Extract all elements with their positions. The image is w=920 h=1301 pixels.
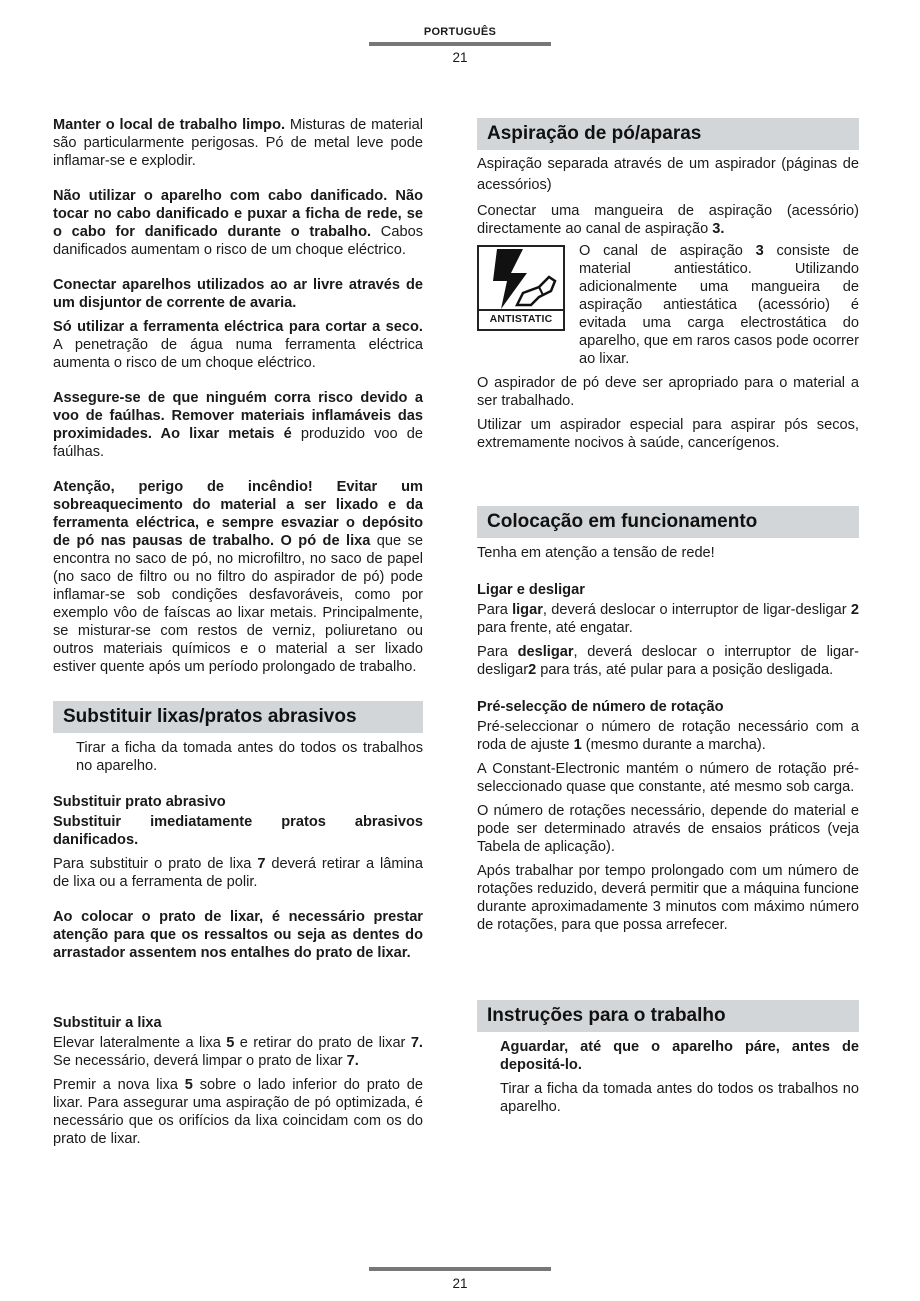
paragraph-connect-hose bbox=[477, 202, 859, 238]
subsection-title-replace-sheet: Substituir a lixa bbox=[53, 1015, 162, 1031]
subsection-title-on-off: Ligar e desligar bbox=[477, 582, 585, 598]
paragraph-separate-extraction: Aspiração separada através de um aspirador (páginas de acessórios) bbox=[477, 156, 859, 193]
paragraph-outdoor-breaker: Conectar aparelhos utilizados ao ar livre através de um disjuntor de corrente de avaria. bbox=[53, 277, 423, 311]
paragraph-fitting-warning: Ao colocar o prato de lixar, é necessário prestar atenção para que os ressaltos ou seja as dentes do arrastador assentem nos entalhes do prato de lixar. bbox=[53, 909, 423, 961]
body-text: Para bbox=[477, 644, 518, 660]
body-text: Conectar uma mangueira de aspiração (acessório) directamente ao canal de aspiração bbox=[477, 203, 859, 237]
section-title-replace-pads: Substituir lixas/pratos abrasivos bbox=[53, 701, 423, 733]
paragraph-clean-workplace bbox=[53, 116, 423, 170]
paragraph-unplug-note: Tirar a ficha da tomada antes do todos os trabalhos no aparelho. bbox=[76, 740, 423, 774]
body-text: produzido voo de faúlhas. bbox=[53, 426, 423, 460]
section-title-work-instructions: Instruções para o trabalho bbox=[477, 1000, 859, 1032]
body-text: , deverá deslocar o interruptor de ligar-desligar bbox=[477, 644, 859, 678]
paragraph-mains-voltage: Tenha em atenção a tensão de rede! bbox=[477, 545, 715, 561]
lightning-hand-icon bbox=[479, 247, 563, 311]
bold-lead: Manter o local de trabalho limpo. bbox=[53, 117, 286, 133]
body-text: , deverá deslocar o interruptor de ligar-desligar bbox=[542, 602, 851, 618]
header-page-number: 21 bbox=[452, 50, 468, 65]
paragraph-switch-on bbox=[477, 601, 859, 637]
paragraph-suitable-vacuum: O aspirador de pó deve ser apropriado para o material a ser trabalhado. bbox=[477, 375, 859, 409]
part-number: 2 bbox=[850, 602, 859, 618]
paragraph-cool-down: Após trabalhar por tempo prolongado com um número de rotações reduzido, deverá permitir que a máquina funcione durante aproximadamente 3 minutos com máximo número de rotações, para que possa arrefecer. bbox=[477, 863, 859, 933]
paragraph-lift-sheet bbox=[53, 1034, 423, 1070]
body-text: O canal de aspiração bbox=[579, 243, 756, 259]
body-text: deverá retirar a lâmina de lixa ou a ferramenta de polir. bbox=[53, 856, 423, 890]
bold-lead: Atenção, perigo de incêndio! Evitar um sobreaquecimento do material a ser lixado e da ferramenta eléctrica, e sempre esvaziar o depósito de pó nas pausas de trabalho. O pó de lixa bbox=[53, 479, 423, 549]
antistatic-label: ANTISTATIC bbox=[479, 309, 563, 329]
right-column bbox=[477, 116, 859, 1116]
bold-lead: Não utilizar o aparelho com cabo danificado. Não tocar no cabo danificado e puxar a ficha de rede, se o cabo for danificado durante o trabalho. bbox=[53, 188, 423, 240]
header-language: PORTUGUÊS bbox=[423, 26, 497, 38]
body-text: para trás, até pular para a posição desligada. bbox=[536, 662, 834, 678]
bold-lead: Assegure-se de que ninguém corra risco devido a voo de faúlhas. Remover materiais inflamáveis das proximidades. Ao lixar metais é bbox=[53, 390, 423, 442]
bold-lead: Só utilizar a ferramenta eléctrica para cortar a seco. bbox=[53, 319, 423, 335]
part-number: 2 bbox=[528, 662, 537, 678]
body-text: Se necessário, deverá limpar o prato de lixar bbox=[53, 1053, 347, 1069]
paragraph-required-speed: O número de rotações necessário, depende do material e pode ser determinado através de ensaios práticos (veja Tabela de aplicação). bbox=[477, 803, 859, 855]
part-number: 3. bbox=[712, 221, 725, 237]
body-text: Premir a nova lixa bbox=[53, 1077, 185, 1093]
part-number: 1 bbox=[573, 737, 582, 753]
part-number: 7 bbox=[257, 856, 266, 872]
part-number: 5 bbox=[226, 1035, 235, 1051]
paragraph-damaged-cable bbox=[53, 187, 423, 259]
body-text: e retirar do prato de lixar bbox=[234, 1035, 411, 1051]
part-number: 7. bbox=[410, 1035, 423, 1051]
part-number: 7. bbox=[346, 1053, 359, 1069]
paragraph-fire-hazard bbox=[53, 478, 423, 676]
body-text: Para substituir o prato de lixa bbox=[53, 856, 258, 872]
paragraph-antistatic-channel bbox=[579, 242, 859, 368]
keyword: ligar bbox=[512, 602, 543, 618]
part-number: 3 bbox=[755, 243, 764, 259]
subsection-title-speed-preselection: Pré-selecção de número de rotação bbox=[477, 699, 724, 715]
paragraph-dry-cutting bbox=[53, 318, 423, 372]
footer-rule bbox=[369, 1267, 551, 1271]
body-text: para frente, até engatar. bbox=[477, 620, 633, 636]
paragraph-special-vacuum: Utilizar um aspirador especial para aspirar pós secos, extremamente nocivos à saúde, cancerígenos. bbox=[477, 417, 859, 451]
header-rule bbox=[369, 42, 551, 46]
paragraph-press-sheet bbox=[53, 1076, 423, 1148]
body-text: Elevar lateralmente a lixa bbox=[53, 1035, 227, 1051]
body-text: Cabos danificados aumentam o risco de um choque eléctrico. bbox=[53, 224, 423, 258]
paragraph-constant-electronic: A Constant-Electronic mantém o número de rotação pré-seleccionado quase que constante, até mesmo sob carga. bbox=[477, 761, 859, 795]
footer-page-number: 21 bbox=[452, 1276, 468, 1291]
body-text: A penetração de água numa ferramenta eléctrica aumenta o risco de um choque eléctrico. bbox=[53, 337, 423, 371]
keyword: desligar bbox=[517, 644, 574, 660]
paragraph-wait-stop: Aguardar, até que o aparelho páre, antes de depositá-lo. bbox=[500, 1039, 859, 1073]
paragraph-switch-off bbox=[477, 643, 859, 679]
section-title-dust-extraction: Aspiração de pó/aparas bbox=[477, 118, 859, 150]
body-text: Para bbox=[477, 602, 513, 618]
section-title-start-up: Colocação em funcionamento bbox=[477, 506, 859, 538]
paragraph-unplug-note-2: Tirar a ficha da tomada antes do todos os trabalhos no aparelho. bbox=[500, 1081, 859, 1115]
subsection-title-replace-pad: Substituir prato abrasivo bbox=[53, 794, 226, 810]
paragraph-replace-damaged: Substituir imediatamente pratos abrasivos danificados. bbox=[53, 814, 423, 848]
body-text: sobre o lado inferior do prato de lixar. Para assegurar uma aspiração de pó optimizada, é necessário que os orifícios da lixa coincidam com os do prato de lixar. bbox=[53, 1077, 423, 1147]
body-text: consiste de material antiestático. Utilizando adicionalmente uma mangueira de aspiração antiestática (acessório) é evitada uma carga electrostática do aparelho, que em raros casos pode ocorrer ao lixar. bbox=[579, 243, 859, 367]
paragraph-sparks bbox=[53, 389, 423, 461]
antistatic-symbol bbox=[477, 245, 565, 331]
part-number: 5 bbox=[184, 1077, 193, 1093]
body-text: Misturas de material são particularmente perigosas. Pó de metal leve pode inflamar-se e explodir. bbox=[53, 117, 423, 169]
paragraph-remove-sheet bbox=[53, 855, 423, 891]
body-text: que se encontra no saco de pó, no microfiltro, no saco de papel (no saco de filtro ou no filtro do aspirador de pó) pode inflamar-se sob condições desfavoráveis, como por exemplo vôo de faíscas ao lixar metais. Principalmente, se misturar-se com restos de verniz, poliuretano ou outros materiais químicos e o material a ser lixado estiver quente após um período prolongado de trabalho. bbox=[53, 533, 423, 675]
antistatic-block bbox=[477, 242, 859, 368]
left-column bbox=[53, 116, 423, 1148]
body-text: Pré-seleccionar o número de rotação necessário com a roda de ajuste bbox=[477, 719, 859, 753]
paragraph-preselect-speed bbox=[477, 718, 859, 754]
body-text: (mesmo durante a marcha). bbox=[581, 737, 766, 753]
